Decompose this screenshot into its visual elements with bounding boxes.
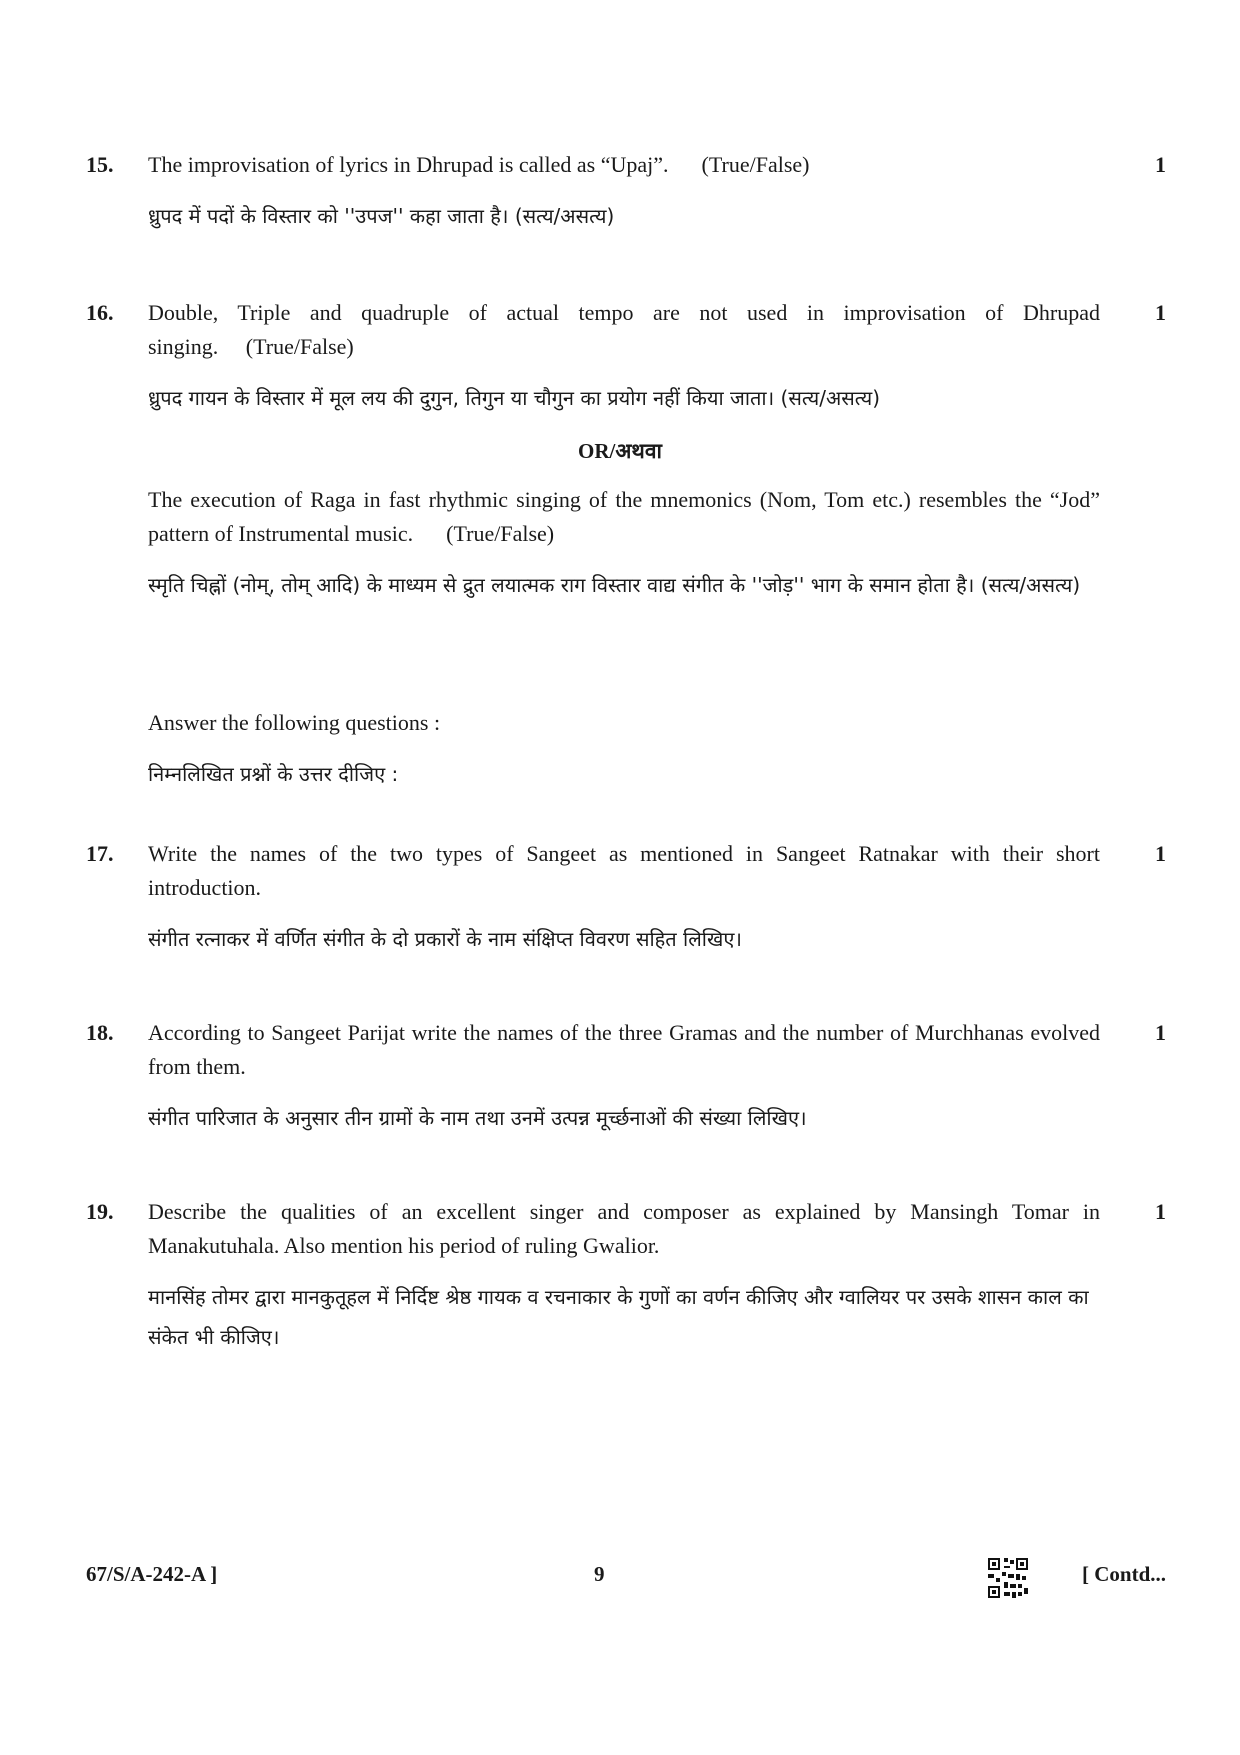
- question-text-en: Write the names of the two types of Sangeet as mentioned in Sangeet Ratnakar with their short introduction.: [148, 841, 1100, 900]
- question-number: 15.: [86, 152, 114, 177]
- instruction-en: Answer the following questions :: [148, 710, 441, 735]
- question-text-hi: संगीत रत्नाकर में वर्णित संगीत के दो प्रकारों के नाम संक्षिप्त विवरण सहित लिखिए।: [148, 927, 742, 951]
- page-number: 9: [594, 1562, 605, 1586]
- page-footer: [86, 1558, 1166, 1598]
- question-text-hi: ध्रुपद में पदों के विस्तार को ''उपज'' कहा जाता है। (सत्य/असत्य): [148, 204, 615, 228]
- qr-code-icon: [988, 1558, 1028, 1598]
- question-number: 17.: [86, 841, 114, 866]
- question-number: 19.: [86, 1199, 114, 1224]
- question-text-en: The improvisation of lyrics in Dhrupad is called as “Upaj”. (True/False): [148, 152, 810, 177]
- or-heading-en: OR/: [578, 439, 616, 463]
- question-marks: 1: [1155, 152, 1166, 177]
- question-number: 18.: [86, 1020, 114, 1045]
- question-text-hi: ध्रुपद गायन के विस्तार में मूल लय की दुगुन, तिगुन या चौगुन का प्रयोग नहीं किया जाता। (सत्य/असत्य): [148, 386, 880, 410]
- question-text-hi: स्मृति चिह्नों (नोम्, तोम् आदि) के माध्यम से द्रुत लयात्मक राग विस्तार वाद्य संगीत के ''जोड़'' भाग के समान होता है। (सत्य/असत्य): [148, 573, 1081, 597]
- question-marks: 1: [1155, 300, 1166, 325]
- or-heading: [0, 437, 1240, 465]
- question-text-hi: मानसिंह तोमर द्वारा मानकुतूहल में निर्दिष्ट श्रेष्ठ गायक व रचनाकार के गुणों का वर्णन कीजिए और ग्वालियर पर उसके शासन काल का संकेत भी कीजिए।: [148, 1285, 1089, 1349]
- question-marks: 1: [1155, 1020, 1166, 1045]
- question-marks: 1: [1155, 841, 1166, 866]
- question-text-en: Describe the qualities of an excellent singer and composer as explained by Mansingh Tomar in Manakutuhala. Also mention his period of ruling Gwalior.: [148, 1199, 1100, 1258]
- or-heading-hi: अथवा: [615, 439, 662, 463]
- question-text-hi: संगीत पारिजात के अनुसार तीन ग्रामों के नाम तथा उनमें उत्पन्न मूर्च्छनाओं की संख्या लिखिए।: [148, 1106, 807, 1130]
- question-marks: 1: [1155, 1199, 1166, 1224]
- instruction-hi: निम्नलिखित प्रश्नों के उत्तर दीजिए :: [148, 762, 399, 786]
- paper-code: 67/S/A-242-A ]: [86, 1562, 218, 1586]
- question-text-en: According to Sangeet Parijat write the names of the three Gramas and the number of Murchhanas evolved from them.: [148, 1020, 1100, 1079]
- question-number: 16.: [86, 300, 114, 325]
- question-text-en: The execution of Raga in fast rhythmic singing of the mnemonics (Nom, Tom etc.) resembles the “Jod” pattern of Instrumental music. (True/False): [148, 487, 1100, 546]
- question-text-en: Double, Triple and quadruple of actual tempo are not used in improvisation of Dhrupad singing. (True/False): [148, 300, 1100, 359]
- continued-marker: [ Contd...: [1081, 1562, 1166, 1586]
